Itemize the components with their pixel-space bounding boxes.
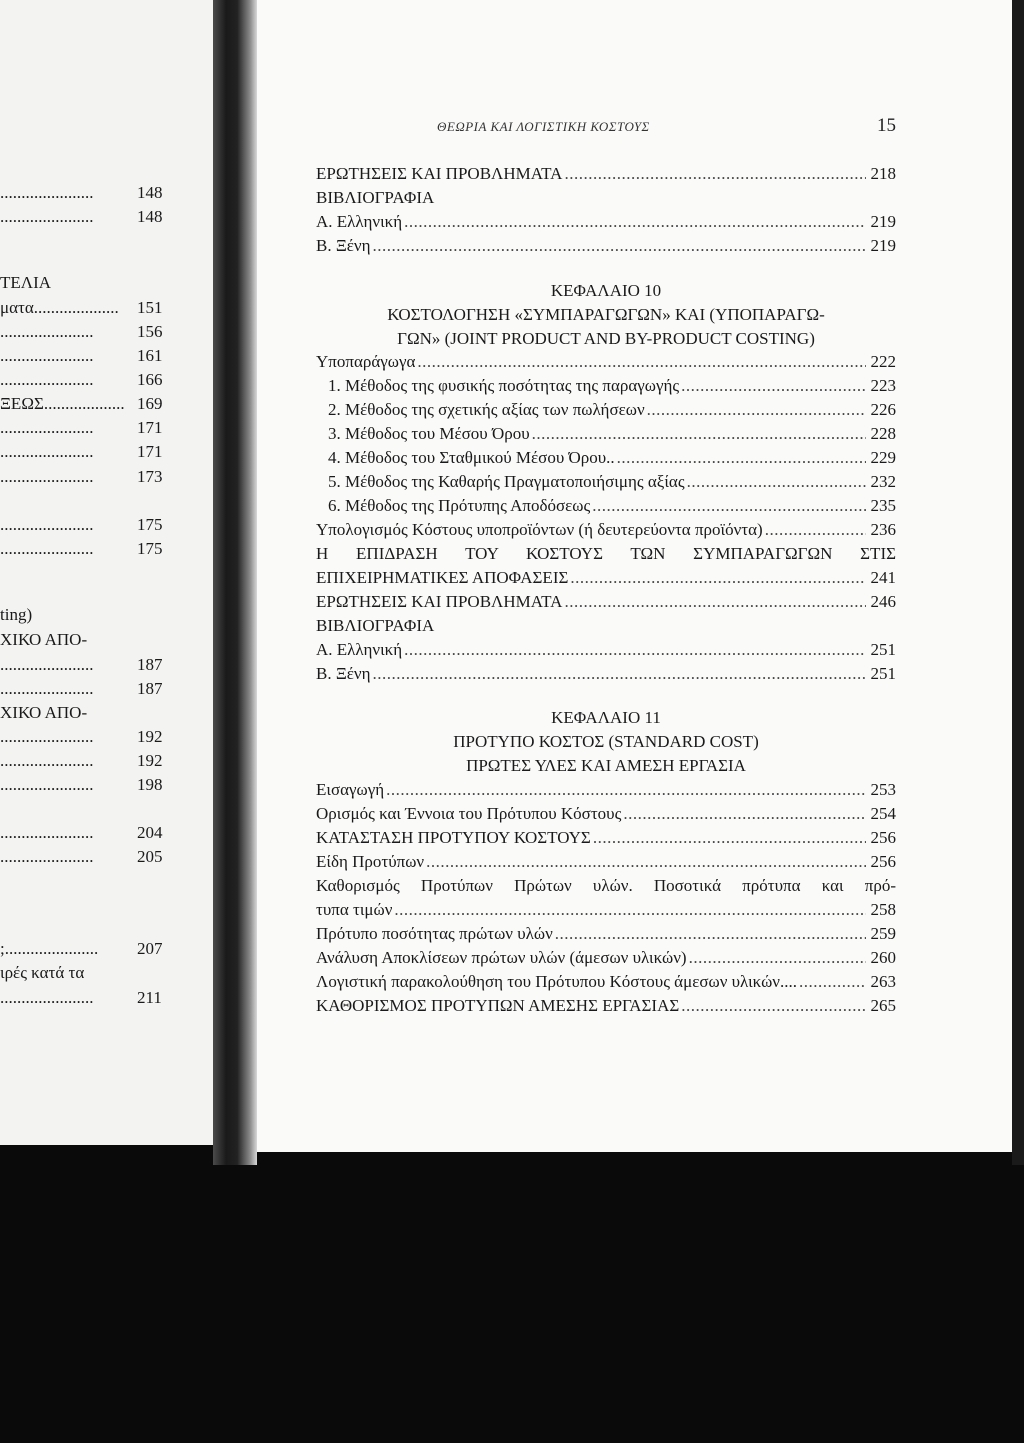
toc-entry: ΕΡΩΤΗΣΕΙΣ ΚΑΙ ΠΡΟΒΛΗΜΑΤΑ ..... 246 <box>316 590 896 614</box>
toc-heading: ΒΙΒΛΙΟΓΡΑΦΙΑ <box>316 188 435 207</box>
page-number: 15 <box>877 115 896 136</box>
toc-entry: Είδη Προτύπων ..... 256 <box>316 850 896 874</box>
left-page: ...................... 148 ...................... 148 ΤΕΛΙΑ ματα.................... 151 ...................... 156 ...................... 161 ...................... 166 ΞΕΩΣ................... 169 ...................... 171 ...................... 171 ...................... 173 ...................... 175 ...................... 175 ting) ΧΙΚΟ ΑΠΟ- ...................... 187 ...................... 187 ΧΙΚΟ ΑΠΟ- ...................... 192 ...................... 192 ...................... 198 ...................... 204 ...................... 205 ;...................... 207 ιρές κατά τα ...................... 211 <box>0 0 213 1145</box>
chapter-heading: ΚΕΦΑΛΑΙΟ 10 <box>550 281 662 300</box>
toc-entry: Α. Ελληνική ..... 219 <box>316 210 896 234</box>
toc-entry: Α. Ελληνική ..... 251 <box>316 638 896 662</box>
chapter-title: ΠΡΩΤΕΣ ΥΛΕΣ ΚΑΙ ΑΜΕΣΗ ΕΡΓΑΣΙΑ <box>466 756 746 775</box>
toc-entry: 3. Μέθοδος του Μέσου Όρου ..... 228 <box>328 422 896 446</box>
toc-entry: Ανάλυση Αποκλίσεων πρώτων υλών (άμεσων υλικών) ..... 260 <box>316 946 896 970</box>
toc-entry: ΕΡΩΤΗΣΕΙΣ ΚΑΙ ΠΡΟΒΛΗΜΑΤΑ ..... 218 <box>316 162 896 186</box>
toc-entry: Πρότυπο ποσότητας πρώτων υλών ..... 259 <box>316 922 896 946</box>
toc-entry: Β. Ξένη ..... 219 <box>316 234 896 258</box>
toc-entry: Υποπαράγωγα ..... 222 <box>316 350 896 374</box>
running-header-title: ΘΕΩΡΙΑ ΚΑΙ ΛΟΓΙΣΤΙΚΗ ΚΟΣΤΟΥΣ <box>437 119 650 134</box>
page-edge <box>1012 0 1024 1165</box>
toc-entry: 5. Μέθοδος της Καθαρής Πραγματοποιήσιμης αξίας ..... 232 <box>328 470 896 494</box>
toc-entry: τυπα τιμών ..... 258 <box>316 898 896 922</box>
toc-entry: Εισαγωγή ..... 253 <box>316 778 896 802</box>
toc-entry: Υπολογισμός Κόστους υποπροϊόντων (ή δευτερεύοντα προϊόντα) ..... 236 <box>316 518 896 542</box>
chapter-title: ΓΩΝ» (JOINT PRODUCT AND BY-PRODUCT COSTING) <box>397 329 815 348</box>
toc-entry: Ορισμός και Έννοια του Πρότυπου Κόστους ..... 254 <box>316 802 896 826</box>
toc-entry: 6. Μέθοδος της Πρότυπης Αποδόσεως ..... 235 <box>328 494 896 518</box>
toc-entry: Β. Ξένη ..... 251 <box>316 662 896 686</box>
toc-entry: 4. Μέθοδος του Σταθμικού Μέσου Όρου.. ..... 229 <box>328 446 896 470</box>
chapter-title: ΠΡΟΤΥΠΟ ΚΟΣΤΟΣ (STANDARD COST) <box>453 732 759 751</box>
toc-heading: Η ΕΠΙΔΡΑΣΗ ΤΟΥ ΚΟΣΤΟΥΣ ΤΩΝ ΣΥΜΠΑΡΑΓΩΓΩΝ ΣΤΙΣ <box>316 544 896 563</box>
chapter-title: ΚΟΣΤΟΛΟΓΗΣΗ «ΣΥΜΠΑΡΑΓΩΓΩΝ» ΚΑΙ (ΥΠΟΠΑΡΑΓΩ- <box>387 305 825 324</box>
toc-entry: 1. Μέθοδος της φυσικής ποσότητας της παραγωγής ..... 223 <box>328 374 896 398</box>
chapter-heading: ΚΕΦΑΛΑΙΟ 11 <box>551 708 661 727</box>
toc-entry: 2. Μέθοδος της σχετικής αξίας των πωλήσεων ..... 226 <box>328 398 896 422</box>
toc-heading: Καθορισμός Προτύπων Πρώτων υλών. Ποσοτικά πρότυπα και πρό- <box>316 876 896 895</box>
toc-entry: ΚΑΤΑΣΤΑΣΗ ΠΡΟΤΥΠΟΥ ΚΟΣΤΟΥΣ ..... 256 <box>316 826 896 850</box>
toc-heading: ΒΙΒΛΙΟΓΡΑΦΙΑ <box>316 616 435 635</box>
book-gutter <box>213 0 257 1165</box>
toc-entry: ΕΠΙΧΕΙΡΗΜΑΤΙΚΕΣ ΑΠΟΦΑΣΕΙΣ ..... 241 <box>316 566 896 590</box>
toc-entry: ΚΑΘΟΡΙΣΜΟΣ ΠΡΟΤΥΠΩΝ ΑΜΕΣΗΣ ΕΡΓΑΣΙΑΣ ..... 265 <box>316 994 896 1018</box>
toc-entry: Λογιστική παρακολούθηση του Πρότυπου Κόστους άμεσων υλικών.... ..... 263 <box>316 970 896 994</box>
